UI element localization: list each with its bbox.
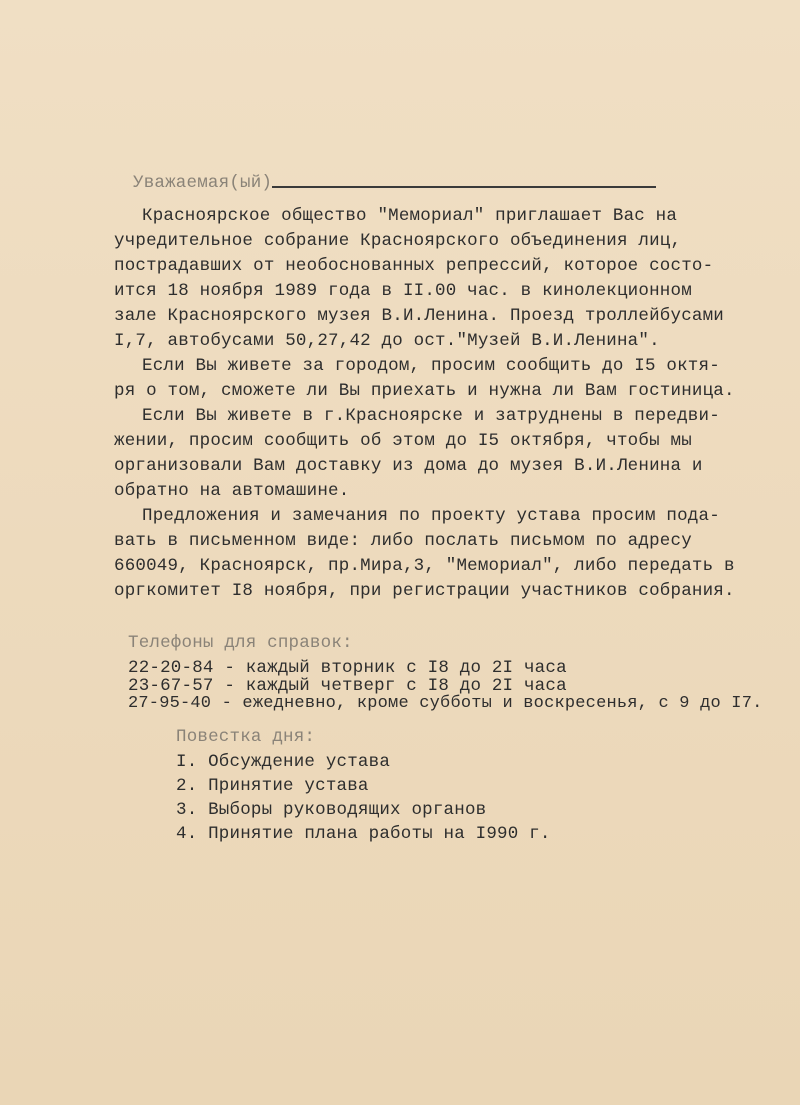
paragraph-3-line-1: Если Вы живете в г.Красноярске и затруднены в передви- [142, 406, 720, 426]
paragraph-3-line-4: обратно на автомашине. [114, 481, 350, 501]
paragraph-1-line-5: зале Красноярского музея В.И.Ленина. Проезд троллейбусами [114, 306, 724, 326]
phone-line-3: 27-95-40 - ежедневно, кроме субботы и воскресенья, с 9 до I7. [128, 694, 763, 713]
phones-heading: Телефоны для справок: [128, 633, 353, 653]
phone-line-1: 22-20-84 - каждый вторник с I8 до 2I часа [128, 658, 567, 678]
paragraph-4-line-4: оргкомитет I8 ноября, при регистрации участников собрания. [114, 581, 735, 601]
paragraph-4-line-1: Предложения и замечания по проекту устава просим пода- [142, 506, 720, 526]
paragraph-2-line-2: ря о том, сможете ли Вы приехать и нужна ли Вам гостиница. [114, 381, 735, 401]
salutation-name-line [272, 186, 656, 188]
paragraph-4-line-3: 660049, Красноярск, пр.Мира,3, "Мемориал", либо передать в [114, 556, 735, 576]
paragraph-1-line-4: ится 18 ноября 1989 года в II.00 час. в кинолекционном [114, 281, 692, 301]
agenda-heading: Повестка дня: [176, 727, 316, 747]
paragraph-2-line-1: Если Вы живете за городом, просим сообщить до I5 октя- [142, 356, 720, 376]
paragraph-1-line-1: Красноярское общество "Мемориал" приглашает Вас на [142, 206, 678, 226]
paragraph-1-line-3: пострадавших от необоснованных репрессий, которое состо- [114, 256, 714, 276]
agenda-item-4: 4. Принятие плана работы на I990 г. [176, 824, 551, 844]
paragraph-3-line-2: жении, просим сообщить об этом до I5 октября, чтобы мы [114, 431, 692, 451]
agenda-item-3: 3. Выборы руководящих органов [176, 800, 487, 820]
paragraph-1-line-6: I,7, автобусами 50,27,42 до ост."Музей В.И.Ленина". [114, 331, 660, 351]
paragraph-1-line-2: учредительное собрание Красноярского объединения лиц, [114, 231, 682, 251]
agenda-item-2: 2. Принятие устава [176, 776, 369, 796]
paragraph-3-line-3: организовали Вам доставку из дома до музея В.И.Ленина и [114, 456, 703, 476]
agenda-item-1: I. Обсуждение устава [176, 752, 391, 772]
phone-line-2: 23-67-57 - каждый четверг с I8 до 2I часа [128, 676, 567, 696]
salutation: Уважаемая(ый) [133, 173, 273, 193]
paragraph-4-line-2: вать в письменном виде: либо послать письмом по адресу [114, 531, 692, 551]
